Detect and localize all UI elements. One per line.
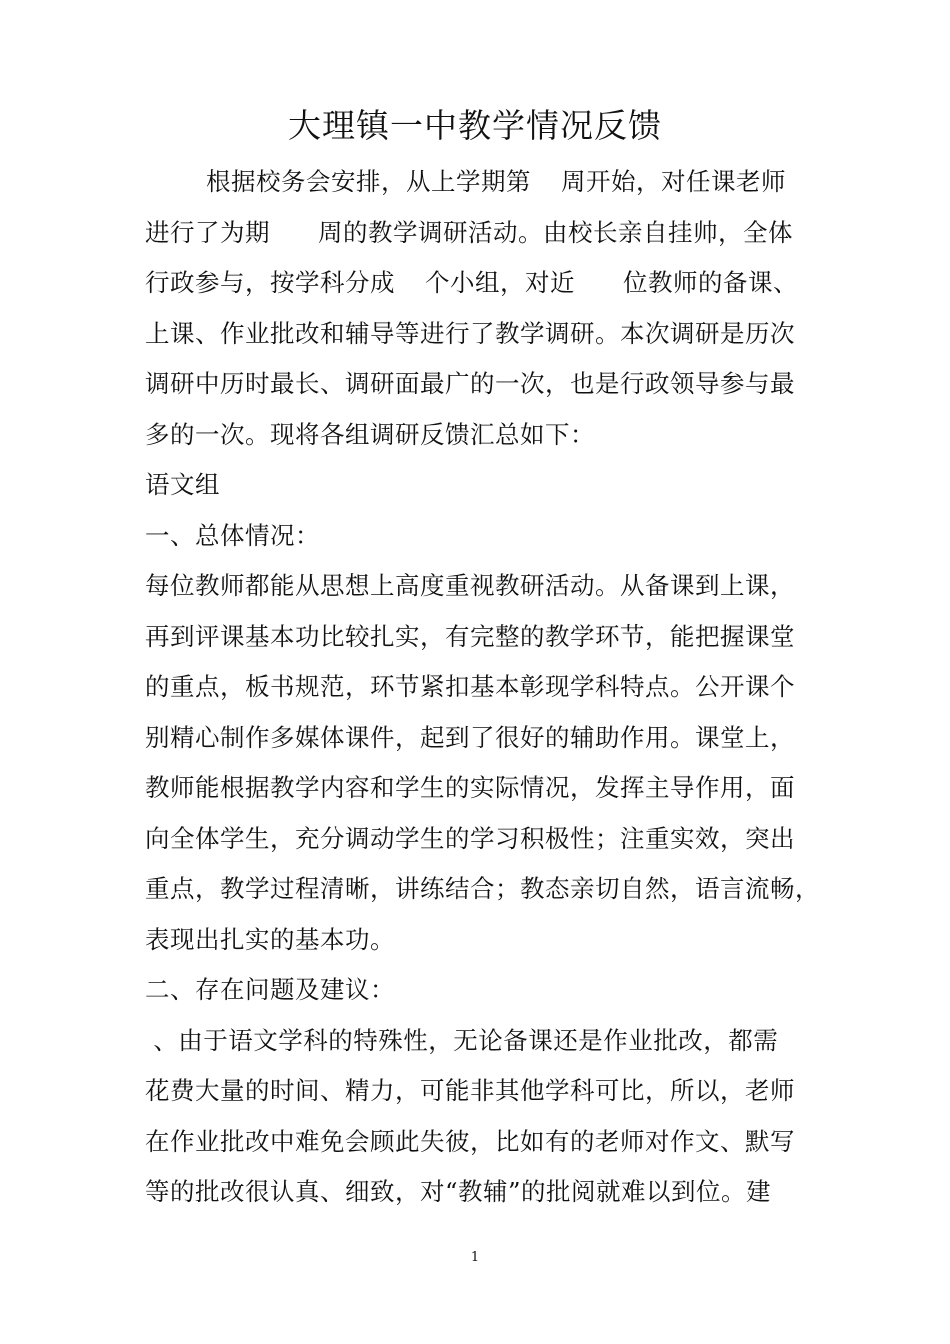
section-2-heading: 二、存在问题及建议：	[145, 975, 395, 1004]
section-1-line: 的重点，板书规范，环节紧扣基本彰现学科特点。公开课个	[145, 672, 795, 701]
group-label: 语文组	[145, 470, 220, 499]
intro-text: 个小组，对近	[425, 268, 575, 297]
intro-text: 位教师的备课、	[623, 268, 798, 297]
intro-text: 周的教学调研活动。由校长亲自挂帅，全体	[318, 217, 793, 247]
section-1-line: 表现出扎实的基本功。	[145, 924, 395, 954]
section-2-line: 在作业批改中难免会顾此失彼，比如有的老师对作文、默写	[145, 1126, 795, 1156]
intro-line-5: 调研中历时最长、调研面最广的一次，也是行政领导参与最	[145, 369, 795, 398]
section-2-line: 等的批改很认真、细致，对“教辅”的批阅就难以到位。建	[145, 1177, 772, 1206]
intro-line-6: 多的一次。现将各组调研反馈汇总如下：	[145, 419, 595, 449]
intro-text: 根据校务会安排，从上学期第	[206, 167, 531, 196]
page-number: 1	[470, 1250, 480, 1265]
section-1-line: 再到评课基本功比较扎实，有完整的教学环节，能把握课堂	[145, 621, 795, 651]
section-1-line: 每位教师都能从思想上高度重视教研活动。从备课到上课，	[145, 571, 795, 600]
intro-text: 进行了为期	[145, 217, 270, 247]
document-title: 大理镇一中教学情况反馈	[288, 106, 662, 145]
section-1-line: 教师能根据教学内容和学生的实际情况，发挥主导作用，面	[145, 773, 795, 802]
intro-line-1	[145, 157, 810, 208]
section-2-line: 花费大量的时间、精力，可能非其他学科可比，所以，老师	[145, 1076, 795, 1105]
section-1-line: 向全体学生，充分调动学生的学习积极性；注重实效，突出	[145, 823, 795, 853]
intro-line-3	[145, 258, 810, 309]
section-1-line: 别精心制作多媒体课件，起到了很好的辅助作用。课堂上，	[145, 722, 795, 752]
intro-text: 周开始，对任课老师	[561, 167, 786, 196]
document-body	[145, 157, 820, 1218]
section-2-line: 、由于语文学科的特殊性，无论备课还是作业批改，都需	[145, 1025, 779, 1055]
intro-line-2	[145, 208, 810, 259]
intro-line-4: 上课、作业批改和辅导等进行了教学调研。本次调研是历次	[145, 318, 795, 348]
section-1-line: 重点，教学过程清晰，讲练结合；教态亲切自然，语言流畅，	[145, 874, 820, 903]
intro-text: 行政参与，按学科分成	[145, 268, 395, 297]
section-1-heading: 一、总体情况：	[145, 520, 320, 550]
